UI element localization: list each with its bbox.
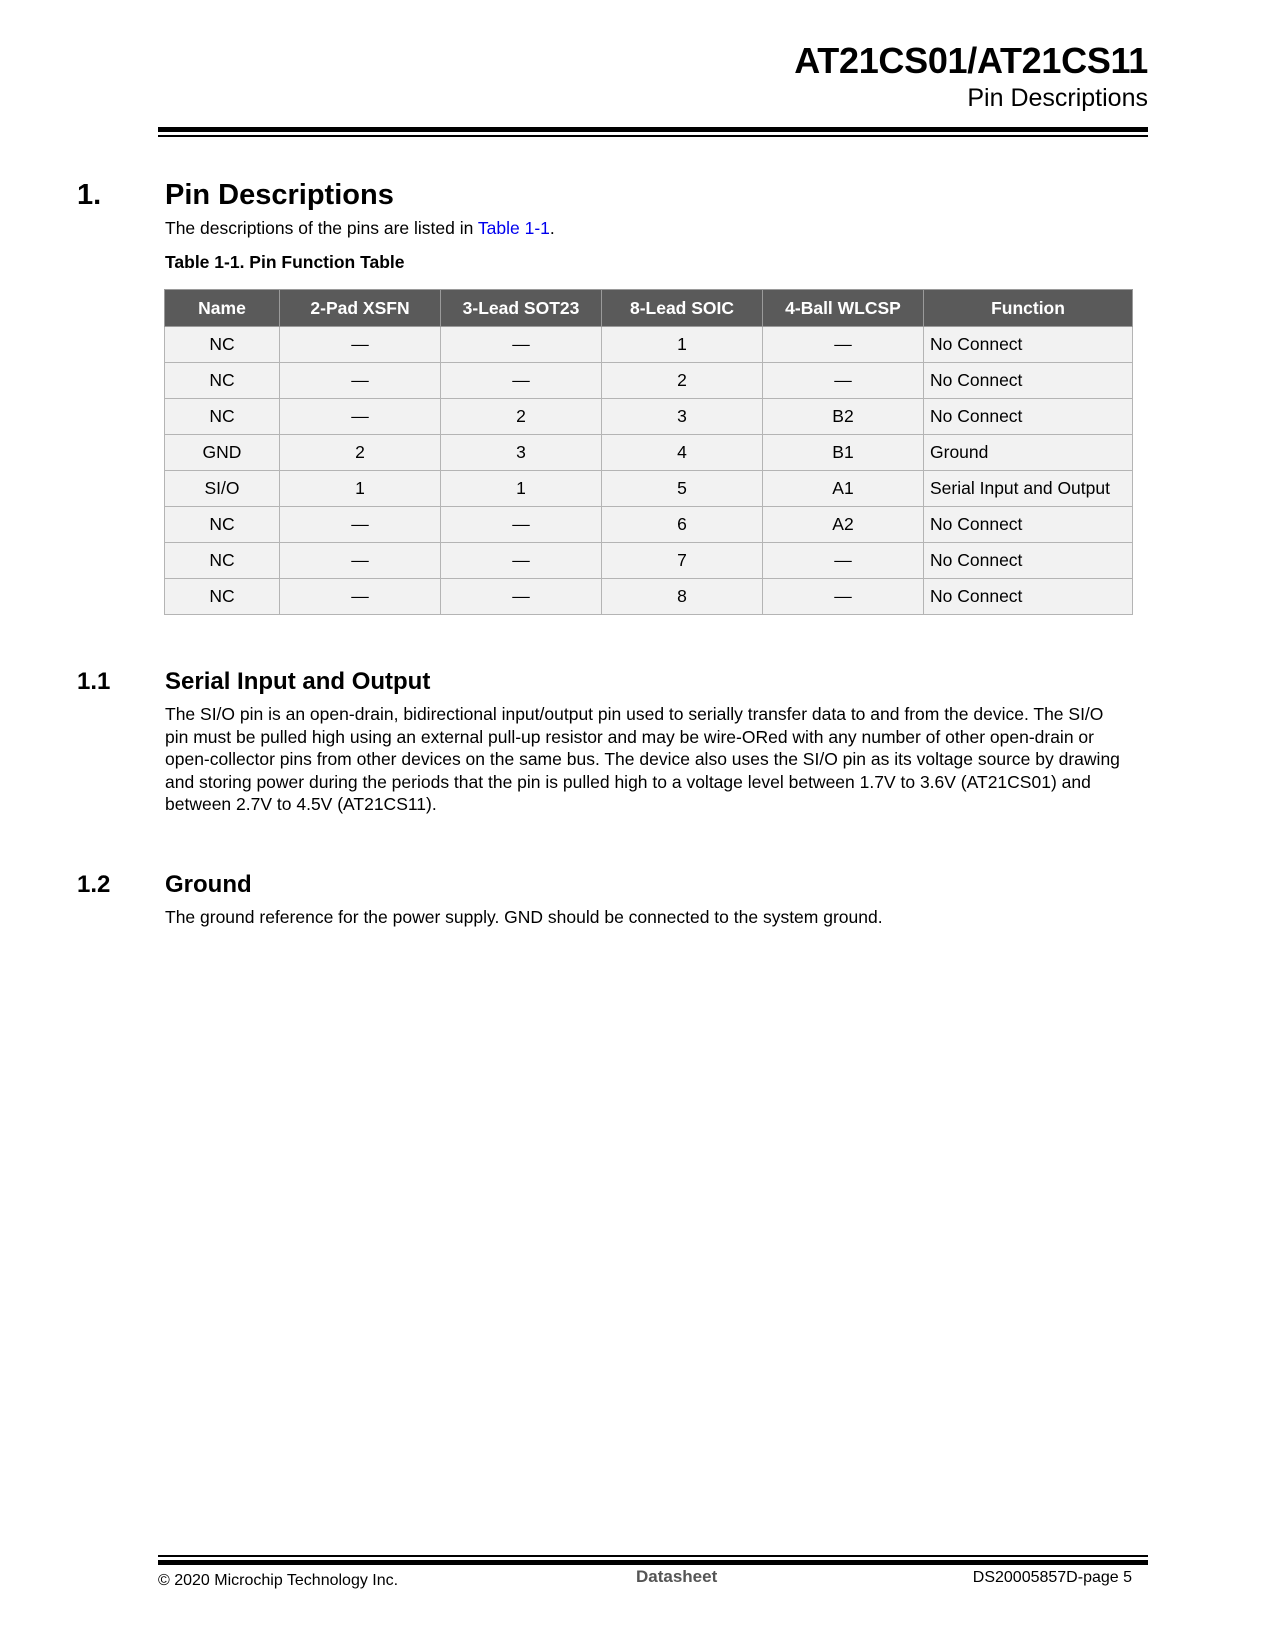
footer-rule-thin (158, 1555, 1148, 1557)
function-cell: Serial Input and Output (924, 471, 1133, 507)
wlcsp-cell: — (763, 543, 924, 579)
subsection-body: The SI/O pin is an open-drain, bidirectional input/output pin used to serially transfer data to and from the device. The SI/O pin must be pulled high using an external pull-up resistor and may be wire-ORed with any number of other open-drain or open-collector pins from other devices on the same bus. The device also uses the SI/O pin as its voltage source by drawing and storing power during the periods that the pin is pulled high to a voltage level between 1.7V to 3.6V (AT21CS01) and between 2.7V to 4.5V (AT21CS11). (165, 704, 1120, 814)
pin-name-cell: GND (165, 435, 280, 471)
soic-cell: 4 (602, 435, 763, 471)
table-row (165, 471, 1133, 507)
soic-cell: 6 (602, 507, 763, 543)
pin-name-cell: NC (165, 363, 280, 399)
section-title: Pin Descriptions (165, 179, 394, 211)
column-header: 8-Lead SOIC (602, 290, 763, 327)
xsfn-cell: — (280, 543, 441, 579)
table-row (165, 507, 1133, 543)
pin-name-cell: SI/O (165, 471, 280, 507)
footer-doc-type: Datasheet (636, 1567, 718, 1586)
sot23-cell: — (441, 579, 602, 615)
table-row (165, 327, 1133, 363)
intro-text: The descriptions of the pins are listed in (165, 218, 478, 238)
document-title: AT21CS01/AT21CS11 (794, 40, 1148, 81)
wlcsp-cell: A1 (763, 471, 924, 507)
column-header: 4-Ball WLCSP (763, 290, 924, 327)
wlcsp-cell: A2 (763, 507, 924, 543)
footer-page-number: DS20005857D-page 5 (972, 1569, 1132, 1586)
section-number: 1. (77, 179, 102, 211)
function-cell: No Connect (924, 543, 1133, 579)
wlcsp-cell: — (763, 327, 924, 363)
column-header: Function (924, 290, 1133, 327)
soic-cell: 7 (602, 543, 763, 579)
footer-rule-thick (158, 1560, 1148, 1565)
intro-period: . (549, 218, 555, 238)
pin-name-cell: NC (165, 579, 280, 615)
function-cell: No Connect (924, 507, 1133, 543)
sot23-cell: 1 (441, 471, 602, 507)
pin-name-cell: NC (165, 327, 280, 363)
table-header-row (165, 290, 1133, 327)
xsfn-cell: — (280, 327, 441, 363)
function-cell: No Connect (924, 327, 1133, 363)
pin-name-cell: NC (165, 399, 280, 435)
xsfn-cell: — (280, 507, 441, 543)
subsection-number: 1.1 (77, 668, 111, 695)
table-row (165, 435, 1133, 471)
sot23-cell: 3 (441, 435, 602, 471)
soic-cell: 2 (602, 363, 763, 399)
xsfn-cell: — (280, 399, 441, 435)
xsfn-cell: 1 (280, 471, 441, 507)
sot23-cell: — (441, 327, 602, 363)
table-row (165, 543, 1133, 579)
column-header: 3-Lead SOT23 (441, 290, 602, 327)
function-cell: No Connect (924, 399, 1133, 435)
header-rule-thick (158, 127, 1148, 132)
subsection-title: Ground (165, 871, 252, 898)
soic-cell: 8 (602, 579, 763, 615)
table-caption: Table 1-1. Pin Function Table (165, 252, 405, 272)
sot23-cell: — (441, 543, 602, 579)
wlcsp-cell: — (763, 579, 924, 615)
function-cell: No Connect (924, 579, 1133, 615)
sot23-cell: 2 (441, 399, 602, 435)
wlcsp-cell: — (763, 363, 924, 399)
table-row (165, 579, 1133, 615)
xsfn-cell: — (280, 579, 441, 615)
subsection-number: 1.2 (77, 871, 111, 898)
table-row (165, 399, 1133, 435)
function-cell: No Connect (924, 363, 1133, 399)
wlcsp-cell: B2 (763, 399, 924, 435)
xsfn-cell: — (280, 363, 441, 399)
table-row (165, 363, 1133, 399)
soic-cell: 5 (602, 471, 763, 507)
xsfn-cell: 2 (280, 435, 441, 471)
table-link[interactable]: Table 1-1 (477, 218, 550, 238)
column-header: 2-Pad XSFN (280, 290, 441, 327)
section-intro (165, 217, 555, 240)
wlcsp-cell: B1 (763, 435, 924, 471)
document-subtitle: Pin Descriptions (967, 84, 1148, 112)
pin-name-cell: NC (165, 543, 280, 579)
column-header: Name (165, 290, 280, 327)
subsection-body: The ground reference for the power supply. GND should be connected to the system ground. (165, 907, 883, 927)
footer-copyright: © 2020 Microchip Technology Inc. (158, 1572, 399, 1589)
sot23-cell: — (441, 363, 602, 399)
soic-cell: 3 (602, 399, 763, 435)
function-cell: Ground (924, 435, 1133, 471)
subsection-title: Serial Input and Output (165, 668, 431, 695)
soic-cell: 1 (602, 327, 763, 363)
pin-function-table (164, 289, 1133, 615)
pin-name-cell: NC (165, 507, 280, 543)
header-rule-thin (158, 135, 1148, 137)
sot23-cell: — (441, 507, 602, 543)
